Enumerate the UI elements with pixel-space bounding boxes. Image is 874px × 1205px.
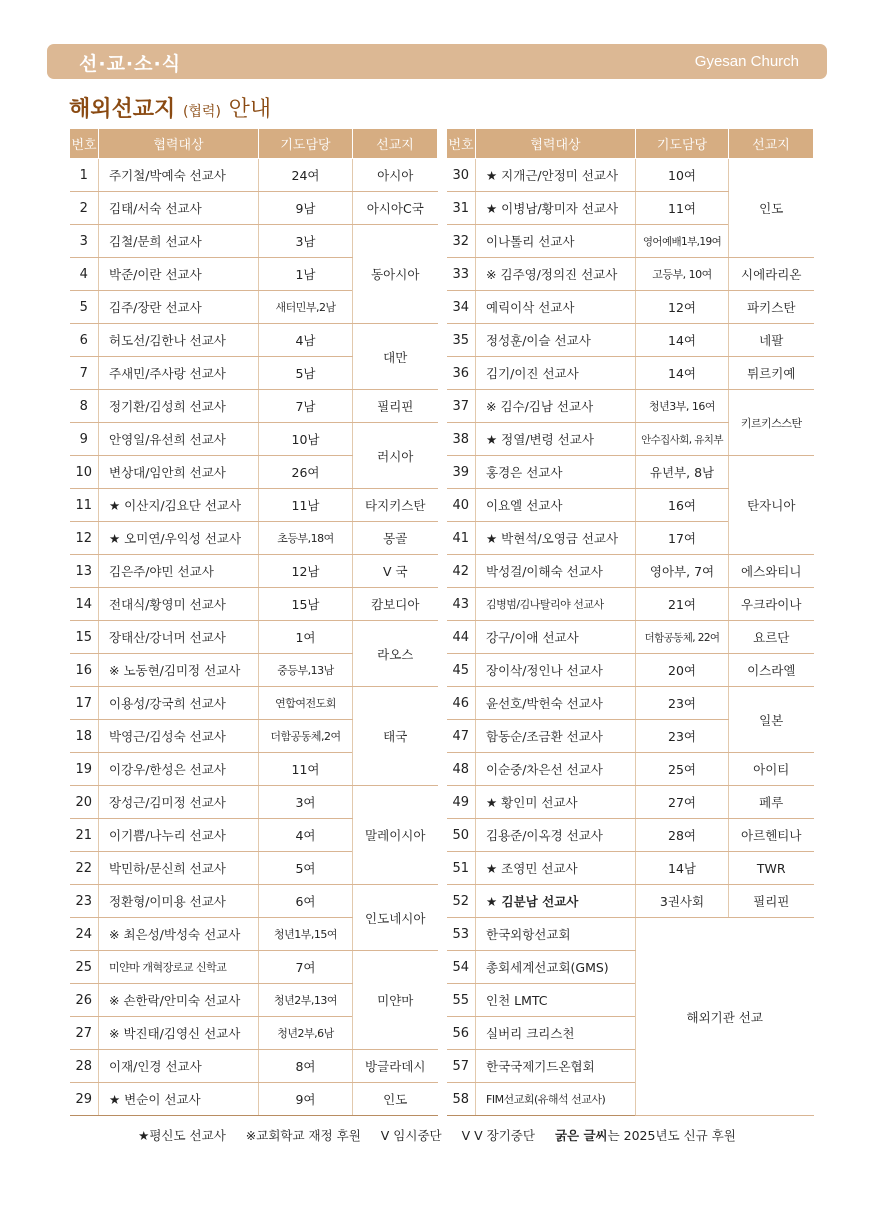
row-name: ★ 지개근/안정미 선교사 — [476, 159, 636, 192]
row-number: 57 — [447, 1050, 476, 1083]
row-number: 20 — [70, 786, 99, 819]
row-number: 48 — [447, 753, 476, 786]
row-number: 55 — [447, 984, 476, 1017]
row-number: 4 — [70, 258, 99, 291]
row-prayer: 25여 — [636, 753, 729, 786]
row-number: 44 — [447, 621, 476, 654]
row-number: 24 — [70, 918, 99, 951]
row-name: 홍경은 선교사 — [476, 456, 636, 489]
church-name: Gyesan Church — [694, 53, 799, 70]
row-prayer: 4여 — [259, 819, 353, 852]
row-region: 인도네시아 — [353, 885, 438, 951]
row-prayer: 11여 — [636, 192, 729, 225]
row-prayer: 3남 — [259, 225, 353, 258]
row-prayer: 더함공동체,2여 — [259, 720, 353, 753]
row-prayer: 청년3부, 16여 — [636, 390, 729, 423]
row-region: 요르단 — [729, 621, 814, 654]
row-region: 타지키스탄 — [353, 489, 438, 522]
row-region: TWR — [729, 852, 814, 885]
table-row — [447, 621, 814, 654]
row-number: 21 — [70, 819, 99, 852]
table-row — [70, 1050, 438, 1083]
row-number: 27 — [70, 1017, 99, 1050]
row-name: 장이삭/정인나 선교사 — [476, 654, 636, 687]
row-name: ★ 정열/변령 선교사 — [476, 423, 636, 456]
row-number: 14 — [70, 588, 99, 621]
row-region: 미얀마 — [353, 951, 438, 1050]
row-prayer: 23여 — [636, 687, 729, 720]
col-header-number: 번호 — [447, 129, 476, 159]
row-number: 23 — [70, 885, 99, 918]
row-prayer: 8여 — [259, 1050, 353, 1083]
table-row — [70, 324, 438, 357]
row-prayer: 14남 — [636, 852, 729, 885]
row-number: 51 — [447, 852, 476, 885]
row-region: 우크라이나 — [729, 588, 814, 621]
row-name: 한국외항선교회 — [476, 918, 636, 951]
row-number: 2 — [70, 192, 99, 225]
row-number: 31 — [447, 192, 476, 225]
row-region: 키르키스스탄 — [729, 390, 814, 456]
row-number: 36 — [447, 357, 476, 390]
row-name: ★ 이산지/김요단 선교사 — [99, 489, 259, 522]
row-name: ※ 김주영/정의진 선교사 — [476, 258, 636, 291]
row-name: 박영근/김성숙 선교사 — [99, 720, 259, 753]
table-row — [447, 324, 814, 357]
row-number: 16 — [70, 654, 99, 687]
row-number: 15 — [70, 621, 99, 654]
table-row — [70, 489, 438, 522]
row-number: 17 — [70, 687, 99, 720]
row-name: 이요엘 선교사 — [476, 489, 636, 522]
row-region: 동아시아 — [353, 225, 438, 324]
row-region: 이스라엘 — [729, 654, 814, 687]
table-row — [447, 159, 814, 192]
row-number: 7 — [70, 357, 99, 390]
row-prayer: 7남 — [259, 390, 353, 423]
row-number: 19 — [70, 753, 99, 786]
table-row — [447, 753, 814, 786]
row-name: 윤선호/박헌숙 선교사 — [476, 687, 636, 720]
row-number: 28 — [70, 1050, 99, 1083]
row-number: 6 — [70, 324, 99, 357]
row-prayer: 10여 — [636, 159, 729, 192]
row-number: 1 — [70, 159, 99, 192]
row-region: 에스와티니 — [729, 555, 814, 588]
row-name: 실버리 크리스천 — [476, 1017, 636, 1050]
table-row — [447, 258, 814, 291]
missionary-table-left — [69, 128, 438, 1116]
row-region: 일본 — [729, 687, 814, 753]
row-name: ※ 노동현/김미정 선교사 — [99, 654, 259, 687]
row-number: 10 — [70, 456, 99, 489]
row-name: ★ 변순이 선교사 — [99, 1083, 259, 1116]
row-region: 러시아 — [353, 423, 438, 489]
row-region: 튀르키예 — [729, 357, 814, 390]
table-row — [70, 423, 438, 456]
section-header — [47, 44, 827, 79]
row-region: 몽골 — [353, 522, 438, 555]
row-name: ★ 이병남/황미자 선교사 — [476, 192, 636, 225]
row-number: 11 — [70, 489, 99, 522]
table-row — [70, 951, 438, 984]
row-prayer: 초등부,18여 — [259, 522, 353, 555]
row-prayer: 연합여전도회 — [259, 687, 353, 720]
table-row — [70, 588, 438, 621]
row-number: 43 — [447, 588, 476, 621]
missionary-table-right — [446, 128, 814, 1116]
row-region: 방글라데시 — [353, 1050, 438, 1083]
row-name: 이순중/차은선 선교사 — [476, 753, 636, 786]
row-prayer: 14여 — [636, 324, 729, 357]
row-number: 29 — [70, 1083, 99, 1116]
row-region: V 국 — [353, 555, 438, 588]
table-row — [70, 390, 438, 423]
legend-star: ★평신도 선교사 — [138, 1128, 226, 1143]
row-name: ※ 최은성/박성숙 선교사 — [99, 918, 259, 951]
row-name: 정환형/이미용 선교사 — [99, 885, 259, 918]
row-name: 총회세계선교회(GMS) — [476, 951, 636, 984]
row-prayer: 14여 — [636, 357, 729, 390]
row-prayer: 16여 — [636, 489, 729, 522]
row-name: 박준/이란 선교사 — [99, 258, 259, 291]
row-name: 주기철/박예숙 선교사 — [99, 159, 259, 192]
row-name: 안영일/유선희 선교사 — [99, 423, 259, 456]
row-prayer: 11남 — [259, 489, 353, 522]
table-row — [70, 225, 438, 258]
title-tail: 안내 — [228, 97, 272, 122]
row-name: 이나톨리 선교사 — [476, 225, 636, 258]
row-prayer: 17여 — [636, 522, 729, 555]
row-name: 김주/장란 선교사 — [99, 291, 259, 324]
table-row — [70, 885, 438, 918]
legend-temporary-stop: V 임시중단 — [380, 1128, 442, 1143]
row-prayer: 6여 — [259, 885, 353, 918]
row-prayer: 영어예배1부,19여 — [636, 225, 729, 258]
col-header-region: 선교지 — [353, 129, 438, 159]
row-prayer: 4남 — [259, 324, 353, 357]
row-name: 김기/이진 선교사 — [476, 357, 636, 390]
legend-long-stop: V V 장기중단 — [461, 1128, 535, 1143]
legend-bold-label: 굵은 글씨 — [554, 1128, 608, 1143]
row-prayer: 28여 — [636, 819, 729, 852]
row-number: 9 — [70, 423, 99, 456]
table-row — [70, 786, 438, 819]
row-name: 정기환/김성희 선교사 — [99, 390, 259, 423]
table-row — [447, 291, 814, 324]
row-region: 태국 — [353, 687, 438, 786]
row-number: 33 — [447, 258, 476, 291]
row-name: 김은주/야민 선교사 — [99, 555, 259, 588]
legend-bold — [555, 1128, 736, 1143]
table-row — [70, 522, 438, 555]
row-name: ★ 김분남 선교사 — [476, 885, 636, 918]
table-row — [447, 687, 814, 720]
table-row — [447, 786, 814, 819]
table-row — [447, 555, 814, 588]
row-prayer: 유년부, 8남 — [636, 456, 729, 489]
row-number: 42 — [447, 555, 476, 588]
row-region: 아이티 — [729, 753, 814, 786]
section-brand: 선·교·소·식 — [79, 53, 182, 75]
col-header-prayer: 기도담당 — [259, 129, 353, 159]
row-number: 5 — [70, 291, 99, 324]
row-number: 45 — [447, 654, 476, 687]
row-prayer: 1여 — [259, 621, 353, 654]
row-name: ※ 김수/김남 선교사 — [476, 390, 636, 423]
table-row — [447, 357, 814, 390]
row-name: ★ 황인미 선교사 — [476, 786, 636, 819]
legend-note: ※교회학교 재정 후원 — [245, 1128, 361, 1143]
page-title — [69, 92, 271, 123]
table-row — [70, 687, 438, 720]
row-number: 47 — [447, 720, 476, 753]
row-prayer: 청년1부,15여 — [259, 918, 353, 951]
row-region: 인도 — [729, 159, 814, 258]
col-header-number: 번호 — [70, 129, 99, 159]
row-name: 인천 LMTC — [476, 984, 636, 1017]
table-row — [70, 555, 438, 588]
legend — [0, 1126, 874, 1144]
row-number: 58 — [447, 1083, 476, 1116]
row-prayer: 9남 — [259, 192, 353, 225]
row-prayer: 더함공동체, 22여 — [636, 621, 729, 654]
table-row — [70, 1083, 438, 1116]
col-header-partner: 협력대상 — [99, 129, 259, 159]
table-row — [70, 621, 438, 654]
row-name: FIM선교회(유해석 선교사) — [476, 1083, 636, 1116]
row-prayer: 고등부, 10여 — [636, 258, 729, 291]
table-row — [447, 885, 814, 918]
row-name: ※ 박진태/김영신 선교사 — [99, 1017, 259, 1050]
row-name: 김용준/이옥경 선교사 — [476, 819, 636, 852]
row-name: ★ 조영민 선교사 — [476, 852, 636, 885]
row-prayer: 3여 — [259, 786, 353, 819]
row-number: 40 — [447, 489, 476, 522]
row-region: 라오스 — [353, 621, 438, 687]
legend-bold-desc: 는 2025년도 신규 후원 — [607, 1128, 736, 1143]
row-number: 32 — [447, 225, 476, 258]
row-name: 이용성/강국희 선교사 — [99, 687, 259, 720]
row-number: 46 — [447, 687, 476, 720]
row-prayer: 청년2부,13여 — [259, 984, 353, 1017]
row-region: 네팔 — [729, 324, 814, 357]
row-prayer: 중등부,13남 — [259, 654, 353, 687]
row-name: 정성훈/이슬 선교사 — [476, 324, 636, 357]
row-region: 필리핀 — [729, 885, 814, 918]
row-region: 대만 — [353, 324, 438, 390]
row-number: 25 — [70, 951, 99, 984]
row-name: 주새민/주사랑 선교사 — [99, 357, 259, 390]
row-name: 이기쁨/나누리 선교사 — [99, 819, 259, 852]
row-name: 김병범/김나탈리야 선교사 — [476, 588, 636, 621]
row-number: 18 — [70, 720, 99, 753]
row-name: 허도선/김한나 선교사 — [99, 324, 259, 357]
row-name: 이강우/한성은 선교사 — [99, 753, 259, 786]
row-prayer: 5남 — [259, 357, 353, 390]
row-name: 함동순/조금환 선교사 — [476, 720, 636, 753]
row-name: 장성근/김미정 선교사 — [99, 786, 259, 819]
table-row — [70, 192, 438, 225]
table-row — [447, 390, 814, 423]
row-name: 박성걸/이해숙 선교사 — [476, 555, 636, 588]
row-prayer: 청년2부,6남 — [259, 1017, 353, 1050]
row-number: 34 — [447, 291, 476, 324]
row-prayer: 10남 — [259, 423, 353, 456]
row-name: 변상대/임안희 선교사 — [99, 456, 259, 489]
row-name: 미얀마 개혁장로교 신학교 — [99, 951, 259, 984]
row-prayer: 7여 — [259, 951, 353, 984]
row-name: 김태/서숙 선교사 — [99, 192, 259, 225]
table-row — [447, 654, 814, 687]
row-number: 56 — [447, 1017, 476, 1050]
row-region: 캄보디아 — [353, 588, 438, 621]
row-number: 39 — [447, 456, 476, 489]
row-prayer: 영아부, 7여 — [636, 555, 729, 588]
row-number: 12 — [70, 522, 99, 555]
table-row — [447, 819, 814, 852]
row-prayer: 안수집사회, 유치부 — [636, 423, 729, 456]
row-number: 52 — [447, 885, 476, 918]
row-number: 53 — [447, 918, 476, 951]
row-prayer: 26여 — [259, 456, 353, 489]
col-header-partner: 협력대상 — [476, 129, 636, 159]
row-prayer: 1남 — [259, 258, 353, 291]
col-header-region: 선교지 — [729, 129, 814, 159]
row-number: 3 — [70, 225, 99, 258]
row-region: 아르헨티나 — [729, 819, 814, 852]
row-region: 인도 — [353, 1083, 438, 1116]
row-number: 41 — [447, 522, 476, 555]
col-header-prayer: 기도담당 — [636, 129, 729, 159]
title-sub: (협력) — [182, 104, 221, 120]
row-prayer: 9여 — [259, 1083, 353, 1116]
row-number: 22 — [70, 852, 99, 885]
title-main: 해외선교지 — [69, 97, 176, 122]
row-region: 탄자니아 — [729, 456, 814, 555]
row-prayer: 12남 — [259, 555, 353, 588]
row-name: 김철/문희 선교사 — [99, 225, 259, 258]
row-number: 26 — [70, 984, 99, 1017]
table-row — [70, 159, 438, 192]
table-row — [447, 456, 814, 489]
row-name: 이재/인경 선교사 — [99, 1050, 259, 1083]
row-name: 박민하/문신희 선교사 — [99, 852, 259, 885]
row-region: 아시아 — [353, 159, 438, 192]
table-row — [447, 918, 814, 951]
row-region: 필리핀 — [353, 390, 438, 423]
table-row — [447, 852, 814, 885]
row-name: ※ 손한락/안미숙 선교사 — [99, 984, 259, 1017]
row-prayer: 새터민부,2남 — [259, 291, 353, 324]
row-number: 49 — [447, 786, 476, 819]
row-region: 말레이시아 — [353, 786, 438, 885]
row-name: 한국국제기드온협회 — [476, 1050, 636, 1083]
row-number: 50 — [447, 819, 476, 852]
table-row — [447, 588, 814, 621]
row-number: 13 — [70, 555, 99, 588]
row-region: 페루 — [729, 786, 814, 819]
row-prayer: 24여 — [259, 159, 353, 192]
row-prayer: 15남 — [259, 588, 353, 621]
row-number: 30 — [447, 159, 476, 192]
row-prayer: 3권사회 — [636, 885, 729, 918]
row-prayer: 27여 — [636, 786, 729, 819]
row-number: 8 — [70, 390, 99, 423]
row-number: 35 — [447, 324, 476, 357]
row-name: 전대식/황영미 선교사 — [99, 588, 259, 621]
row-name: ★ 오미연/우익성 선교사 — [99, 522, 259, 555]
row-prayer: 23여 — [636, 720, 729, 753]
row-name: 예릭이삭 선교사 — [476, 291, 636, 324]
row-name: 강구/이애 선교사 — [476, 621, 636, 654]
row-prayer: 21여 — [636, 588, 729, 621]
row-prayer: 12여 — [636, 291, 729, 324]
row-name: ★ 박현석/오영금 선교사 — [476, 522, 636, 555]
row-number: 37 — [447, 390, 476, 423]
row-prayer: 11여 — [259, 753, 353, 786]
row-name: 장태산/강너머 선교사 — [99, 621, 259, 654]
row-region: 해외기관 선교 — [636, 918, 814, 1116]
row-number: 54 — [447, 951, 476, 984]
row-number: 38 — [447, 423, 476, 456]
row-prayer: 20여 — [636, 654, 729, 687]
row-region: 파키스탄 — [729, 291, 814, 324]
row-region: 시에라리온 — [729, 258, 814, 291]
row-region: 아시아C국 — [353, 192, 438, 225]
row-prayer: 5여 — [259, 852, 353, 885]
